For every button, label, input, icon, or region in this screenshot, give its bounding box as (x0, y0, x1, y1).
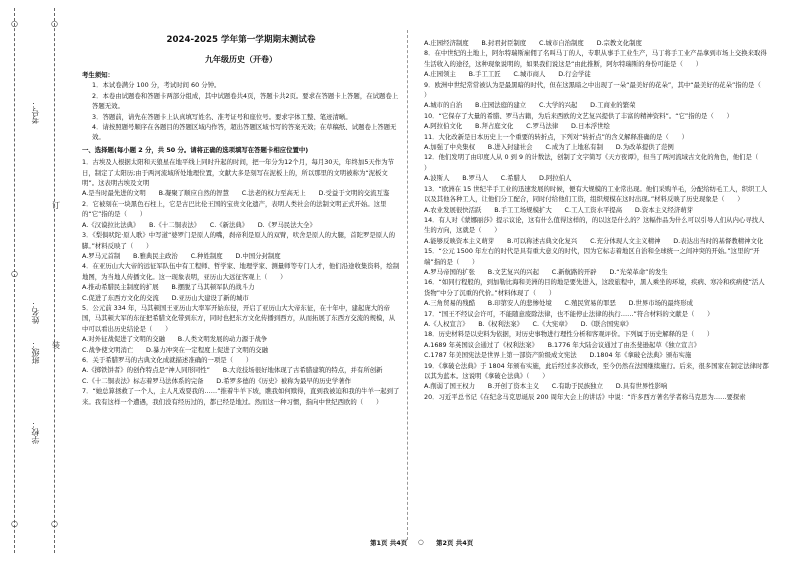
question-option-line: A.三角贸易的残酷 B.印第安人的悲惨处境 C.殖民贸易的罪恶 D.世界市场的最终形成 (424, 299, 693, 308)
name-label: 姓名： (31, 300, 40, 324)
question-option-line: C.1787 年美国宪法是世界上第一部资产阶级成文宪法 D.1804 年《拿破仑法典》颁布实施 (424, 351, 692, 360)
question-line: 12．他们发明了由印度人从 0 到 9 的计数法，创制了文字简写《天方夜谭》，但当了两河流域古文化的角色，他们是（ ） (424, 153, 772, 172)
question-option-line: C.促进了东西方文化的交流 D.亚历山大建设了新的城市 (82, 293, 249, 302)
question-line: 6．关于希腊罗马的古典文化成就描述准确的一项是（ ） (82, 355, 253, 364)
page-number-right: 第2页 共4页 (436, 539, 474, 547)
question-option-line: A.城市的自治 B.庄园法庭的建立 C.大学的兴起 D.工商业的繁荣 (424, 101, 636, 110)
school-label: 学校： (31, 420, 40, 444)
question-option-line: A.《汉谟拉比法典》 B.《十二铜表法》 C.《新法典》 D.《罗马民法大全》 (82, 220, 316, 229)
question-option-line: A.对外征战促进了文明的交融 B.人类文明发展的动力源于战争 (82, 335, 268, 344)
question-line: 2．它被刻在一块黑色石柱上，它是古巴比伦王国的宝贵文化遗产，表明人类社会的法制文明正式开始。这里的“它”指的是（ ） (82, 199, 387, 219)
notice-item: 3．答题前，请先在答题卡上认真填写姓名、准考证号和座位号。要求字体工整、笔迹清晰。 (92, 112, 352, 121)
question-option-line: A.《人权宣言》 B.《权利法案》 C.《大宪章》 D.《联合国宪章》 (424, 319, 633, 328)
left-questions (82, 157, 400, 407)
question-line: 14．有人对《蒙娜丽莎》提示议论，这有什么值得这样的，的以这是什么的？这幅作品为什么可以引导人们从内心寻找人生的方向，这就是（ ） (424, 215, 765, 235)
exam-subtitle: 九年级历史（开卷） (205, 55, 277, 64)
question-line: 1．古埃及人根据太阳和天狼星在地平线上同时升起的时间，把一年分为12个月，每月30天，年终加5天作为节日，制定了太阳历;由于两河流域所处地理位置，文献大多是刻写在泥板上的，所以那里的文明被称为“泥板文明”。这表明古埃及文明 (82, 158, 394, 188)
right-column (424, 38, 774, 402)
question-option-line: A.波斯人 B.罗马人 C.希腊人 D.阿拉伯人 (424, 174, 572, 183)
notice-item: 4．请按照题号顺序在各题目的答题区域内作答，超出答题区域书写的答案无效；在草稿纸、试题卷上答题无效。 (92, 123, 397, 142)
question-line: 15．“公元 1500 年左右的时代是具有重大意义的时代，因为它标志着地区自治和全球统一之间冲突的开始。”这里的“开端”指的是（ ） (424, 247, 760, 266)
seal-char: 订 (52, 201, 60, 210)
question-option-line: A.推动希腊民主制度的扩展 B.摆脱了马其顿军队的战斗力 (82, 283, 255, 292)
section-heading: 一、选择题(每小题 2 分，共 50 分。请将正确的选项填写在答题卡相应位置中) (82, 145, 309, 154)
question-option-line: C.战争使文明消亡 D.暴力冲突在一定程度上促进了文明的交融 (82, 345, 268, 354)
question-option-line: A.能够反映资本主义萌芽 B.可以称述古典文化复兴 C.充分体现人文主义精神 D.表达出当时的基督教精神文化 (424, 236, 764, 245)
notice-heading: 考生须知： (82, 71, 114, 79)
question-option-line: A.庄园经济制度 B.封君封臣制度 C.城市自治制度 D.宗教文化制度 (424, 39, 642, 47)
question-line: 5．公元前 334 年，马其顿国王亚历山大率军开始东侵，开启了亚历山大大帝东征，在十年中，建起庞大的帝国，马其顿大军的东征把希腊文化带到东方，同时也把东方文化传播到西方，从而拓展了东西方交流的规模，从中可以看出历史结论是（ ） (82, 303, 396, 333)
notice-item: 2．本卷由试题卷和答题卡两部分组成，其中试题卷共4页，答题卡共2页。要求在答题卡上答题，在试题卷上答题无效。 (92, 91, 399, 111)
question-line: 18．历史材料是以史料为依据，对历史事物进行理性分析和客观评价。下列属于历史解释的是（ ） (424, 330, 714, 339)
ring-icon: ○ (51, 519, 58, 528)
left-column (82, 34, 400, 407)
question-option-line: C.《十二铜表法》标志着罗马法体系的完备 D.希罗多德的《历史》被称为最早的历史学著作 (82, 376, 352, 385)
binding-line-inner (54, 8, 55, 553)
notice-item: 1．本试卷满分 100 分，考试时间 60 分钟。 (92, 81, 221, 90)
ring-icon: ○ (11, 519, 18, 528)
ring-icon: ○ (11, 19, 18, 28)
exam-title: 2024-2025 学年第一学期期末测试卷 (166, 35, 316, 45)
seal-char: 装 (52, 341, 60, 350)
question-line: 9．欧洲中世纪常常被认为是最黑暗的时代，但在这黑暗之中出现了一朵“最美好的花朵”，其中“最美好的花朵”指的是（ ） (424, 80, 774, 100)
question-option-line: A.罗马帝国的扩张 B.文艺复兴的兴起 C.新航路的开辟 D.“光荣革命”的发生 (424, 267, 668, 276)
question-option-line: A.加强了中央集权 B.进入封建社会 C.成为了上地私有制 D.为改革提供了范例 (424, 143, 674, 152)
ring-icon: ○ (11, 269, 18, 278)
question-option-line: A.《掷铁饼者》的创作特点是“神人同形同性” B.大竞技场很好地体现了古希腊建筑的特点，并有所创新 (82, 366, 383, 375)
question-option-line: A.罗马元首制 B.雅典民主政治 C.种姓制度 D.中国分封制度 (82, 251, 281, 260)
binding-line-outer (14, 8, 15, 553)
question-line: 10．“它保存了大量的希腊、罗马古籍，为后来西欧的文艺复兴提供了丰富的精神资料”。“它”指的是（ ） (424, 111, 733, 120)
binding-strip (0, 0, 70, 561)
question-option-line: A.阿拉伯文化 B.拜占庭文化 C.罗马法律 D.日本浮世绘 (424, 122, 610, 131)
page-number-left: 第1页 共4页 (370, 539, 408, 547)
question-option-line: A.是当时最先进的文明 B.凝聚了顺应自然的智慧 C.法老的权力至高无上 D.受益于文明的交流互鉴 (82, 189, 390, 198)
question-line: 8．在中世纪的土地上，阿尔特瑞斯雇佣了名叫马丁的人，专职从事手工业生产，马丁将手工业产品拿到市场上交换来取得生活收入的途径，这种现象说明的，如果我们说这是“由此推断，阿尔特瑞斯的身份可能是（ ） (424, 49, 767, 68)
footer-mark: ○ (418, 538, 424, 546)
question-line: 4．在亚历山大大帝的远征军队伍中有工程师、哲学家、地理学家、测量师等专门人才，他们沿途收集资料，绘制地图，为当地人传播文化。这一现象表明，亚历山大远征客观上（ ） (82, 262, 400, 281)
question-option-line: A.庄园领主 B.手工工匠 C.城市商人 D.行会学徒 (424, 70, 591, 79)
ring-icon: ○ (51, 19, 58, 28)
class-label: 班级： (31, 340, 40, 364)
question-option-line: A.农业发展很快活跃 B.手工工场规模扩大 C.工人工资水平提高 D.资本主义经济萌芽 (424, 205, 693, 214)
question-line: 7．“她总算拯救了一个人，主人凡戏耍我的……”推着牛羊下坡，瞧我如何赎得，直到我被迫和我的牛羊一起到了来。我有这样一个遭遇，我们没有经历过的，都已经是地过。然而这一种习惯，指向中世纪西欧的（ ） (82, 387, 400, 406)
question-line: 17．“国王不经议会许可，不能随意废除法律，也不能停止法律的执行……”符合材料的文献是（ ） (424, 309, 714, 318)
question-line: 11．大化改新是日本历史上一个重要的转折点，下列对“转折点”的含义解释准确的是（ ） (424, 132, 688, 141)
question-option-line: A.1689 年英国议会通过了《权利法案》 B.1776 年大陆会议通过了由杰斐逊起草《独立宣言》 (424, 340, 701, 349)
question-line: 19．《拿破仑法典》于 1804 年颁布实施，此后经过多次修改，至今仍然在法国继续施行。后来，很多国家在制定法律时都以其为蓝本。这说明《拿破仑法典》（ ） (424, 361, 769, 380)
column-divider (407, 30, 408, 540)
question-line: 16．“如同行程般的，到加勒比海和美洲的目的地是要先进入，这段旅程中，黑人乘坐的环境，疾病、寒冷和疾病使“活人货物”中分了沉重的代价。”材料体现了（ ） (424, 278, 765, 297)
question-line: 13．“欧洲在 15 世纪半手工业的迅速发展的时候，便有大规模的工业常出现。他们采购羊毛，分配给纺毛工人，织织工人以及其他各种工人，让他们分工配合，同时付给他们工资，组织规模在这时出现。”材料反映了历史现象是（ ） (424, 184, 768, 204)
question-option-line: A.削弱了国王权力 B.开创了资本主义 C.有助于民族独立 D.具有世界性影响 (424, 382, 668, 391)
question-line: 20．习近平总书记《在纪念马克思诞辰 200 周年大会上的讲话》中说：“许多西方著名学者称马克思为……要探索 (424, 392, 746, 401)
exam-number-label: 考号： (31, 100, 40, 124)
question-line: 3．《梨俱吠陀·原人歌》中写道“婆罗门是原人的嘴，刹帝利是原人的双臂，吠舍是原人的大腿，首陀罗是原人的脚。”材料反映了（ ） (82, 231, 395, 250)
